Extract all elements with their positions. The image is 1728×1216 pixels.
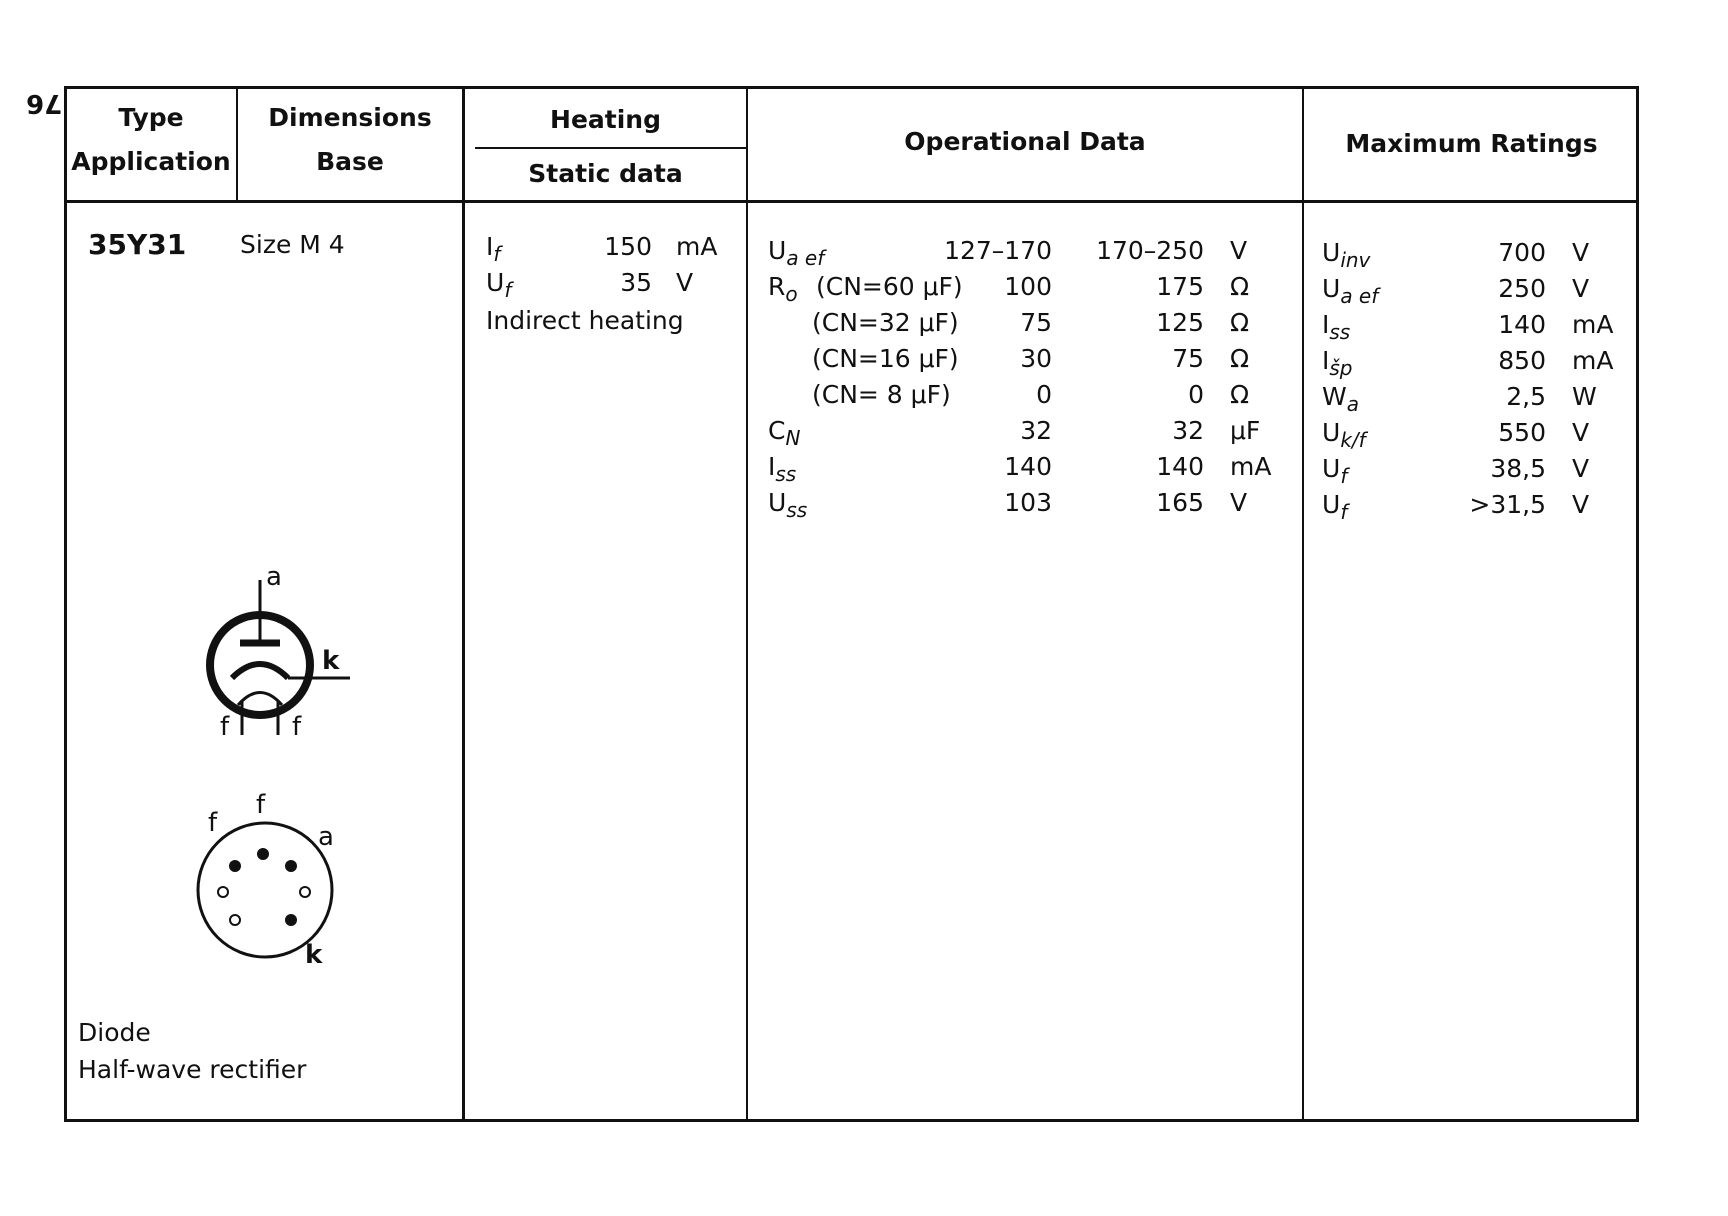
max-rating-symbol: $U_f$ [1322,490,1348,524]
operational-unit: V [1230,488,1248,517]
operational-unit: Ω [1230,344,1250,373]
max-rating-symbol: $U_{k/f}$ [1322,418,1366,452]
max-rating-symbol: $W_a$ [1322,382,1359,416]
header-operational: Operational Data [904,127,1146,156]
operational-label: $U_{ss}$ [768,488,808,522]
max-rating-value: 850 [1498,346,1546,375]
max-rating-value: 250 [1498,274,1546,303]
symbol-label-filament-2: f [292,712,302,742]
operational-value-1: 103 [1004,488,1052,517]
max-rating-unit: mA [1572,310,1614,339]
heating-symbol: $I_f$ [486,232,501,266]
max-rating-value: 2,5 [1506,382,1546,411]
application-line2: Half-wave rectifier [78,1055,307,1084]
base-label-f-left: f [208,808,218,838]
operational-value-1: 127–170 [944,236,1052,265]
tube-type: 35Y31 [88,228,187,261]
application-line1: Diode [78,1018,151,1047]
max-rating-unit: V [1572,454,1590,483]
base-label-a: a [318,822,334,852]
operational-value-2: 140 [1156,452,1204,481]
operational-label: $C_N$ [768,416,801,450]
max-rating-value: 700 [1498,238,1546,267]
operational-unit: Ω [1230,272,1250,301]
max-rating-value: 140 [1498,310,1546,339]
max-rating-symbol: $I_{šp}$ [1322,346,1353,380]
col-divider-dimensions [462,86,465,1122]
page-number: 76 [26,88,63,118]
operational-unit: μF [1230,416,1261,445]
symbol-label-filament-1: f [220,712,230,742]
operational-unit: Ω [1230,380,1250,409]
max-rating-symbol: $I_{ss}$ [1322,310,1351,344]
col-divider-heating [746,86,748,1122]
heating-split-line [475,147,747,149]
operational-label: $I_{ss}$ [768,452,797,486]
operational-value-1: 30 [1020,344,1052,373]
operational-condition: (CN= 8 μF) [812,380,951,409]
symbol-label-anode: a [266,562,282,592]
heating-unit: mA [676,232,718,261]
operational-value-1: 100 [1004,272,1052,301]
max-rating-unit: W [1572,382,1597,411]
header-static-data: Static data [528,159,683,188]
header-dimensions: Dimensions [268,103,432,132]
operational-value-2: 125 [1156,308,1204,337]
base-label-f-top: f [256,790,266,820]
max-rating-unit: V [1572,418,1590,447]
max-rating-value: 38,5 [1490,454,1546,483]
operational-value-1: 140 [1004,452,1052,481]
max-rating-symbol: $U_{a ef}$ [1322,274,1379,308]
operational-unit: V [1230,236,1248,265]
operational-value-2: 165 [1156,488,1204,517]
max-rating-value: >31,5 [1469,490,1546,519]
operational-value-1: 75 [1020,308,1052,337]
max-rating-value: 550 [1498,418,1546,447]
base-label-k: k [305,940,323,970]
heating-value: 35 [620,268,652,297]
col-divider-operational [1302,86,1304,1122]
header-type: Type [118,103,184,132]
operational-condition: (CN=32 μF) [812,308,959,337]
operational-value-2: 175 [1156,272,1204,301]
operational-unit: mA [1230,452,1272,481]
operational-value-2: 75 [1172,344,1204,373]
heating-value: 150 [604,232,652,261]
operational-value-1: 0 [1036,380,1052,409]
heating-symbol: $U_f$ [486,268,512,302]
max-rating-unit: V [1572,238,1590,267]
tube-base-diagram [195,820,335,960]
header-application: Application [71,147,231,176]
header-max-ratings: Maximum Ratings [1345,129,1598,158]
header-divider [64,200,1639,203]
operational-condition: (CN=60 μF) [816,272,963,301]
heating-unit: V [676,268,694,297]
max-rating-symbol: $U_f$ [1322,454,1348,488]
operational-value-2: 0 [1188,380,1204,409]
operational-label: $R_o$ [768,272,798,306]
operational-condition: (CN=16 μF) [812,344,959,373]
max-rating-unit: V [1572,490,1590,519]
max-rating-unit: mA [1572,346,1614,375]
header-heating: Heating [550,105,661,134]
operational-value-1: 32 [1020,416,1052,445]
max-rating-unit: V [1572,274,1590,303]
max-rating-symbol: $U_{inv}$ [1322,238,1371,272]
symbol-label-cathode: k [322,646,340,676]
operational-value-2: 170–250 [1096,236,1204,265]
tube-size: Size M 4 [240,230,345,259]
operational-label: $U_{a ef}$ [768,236,825,270]
operational-unit: Ω [1230,308,1250,337]
heating-note: Indirect heating [486,306,684,335]
operational-value-2: 32 [1172,416,1204,445]
header-base: Base [316,147,384,176]
